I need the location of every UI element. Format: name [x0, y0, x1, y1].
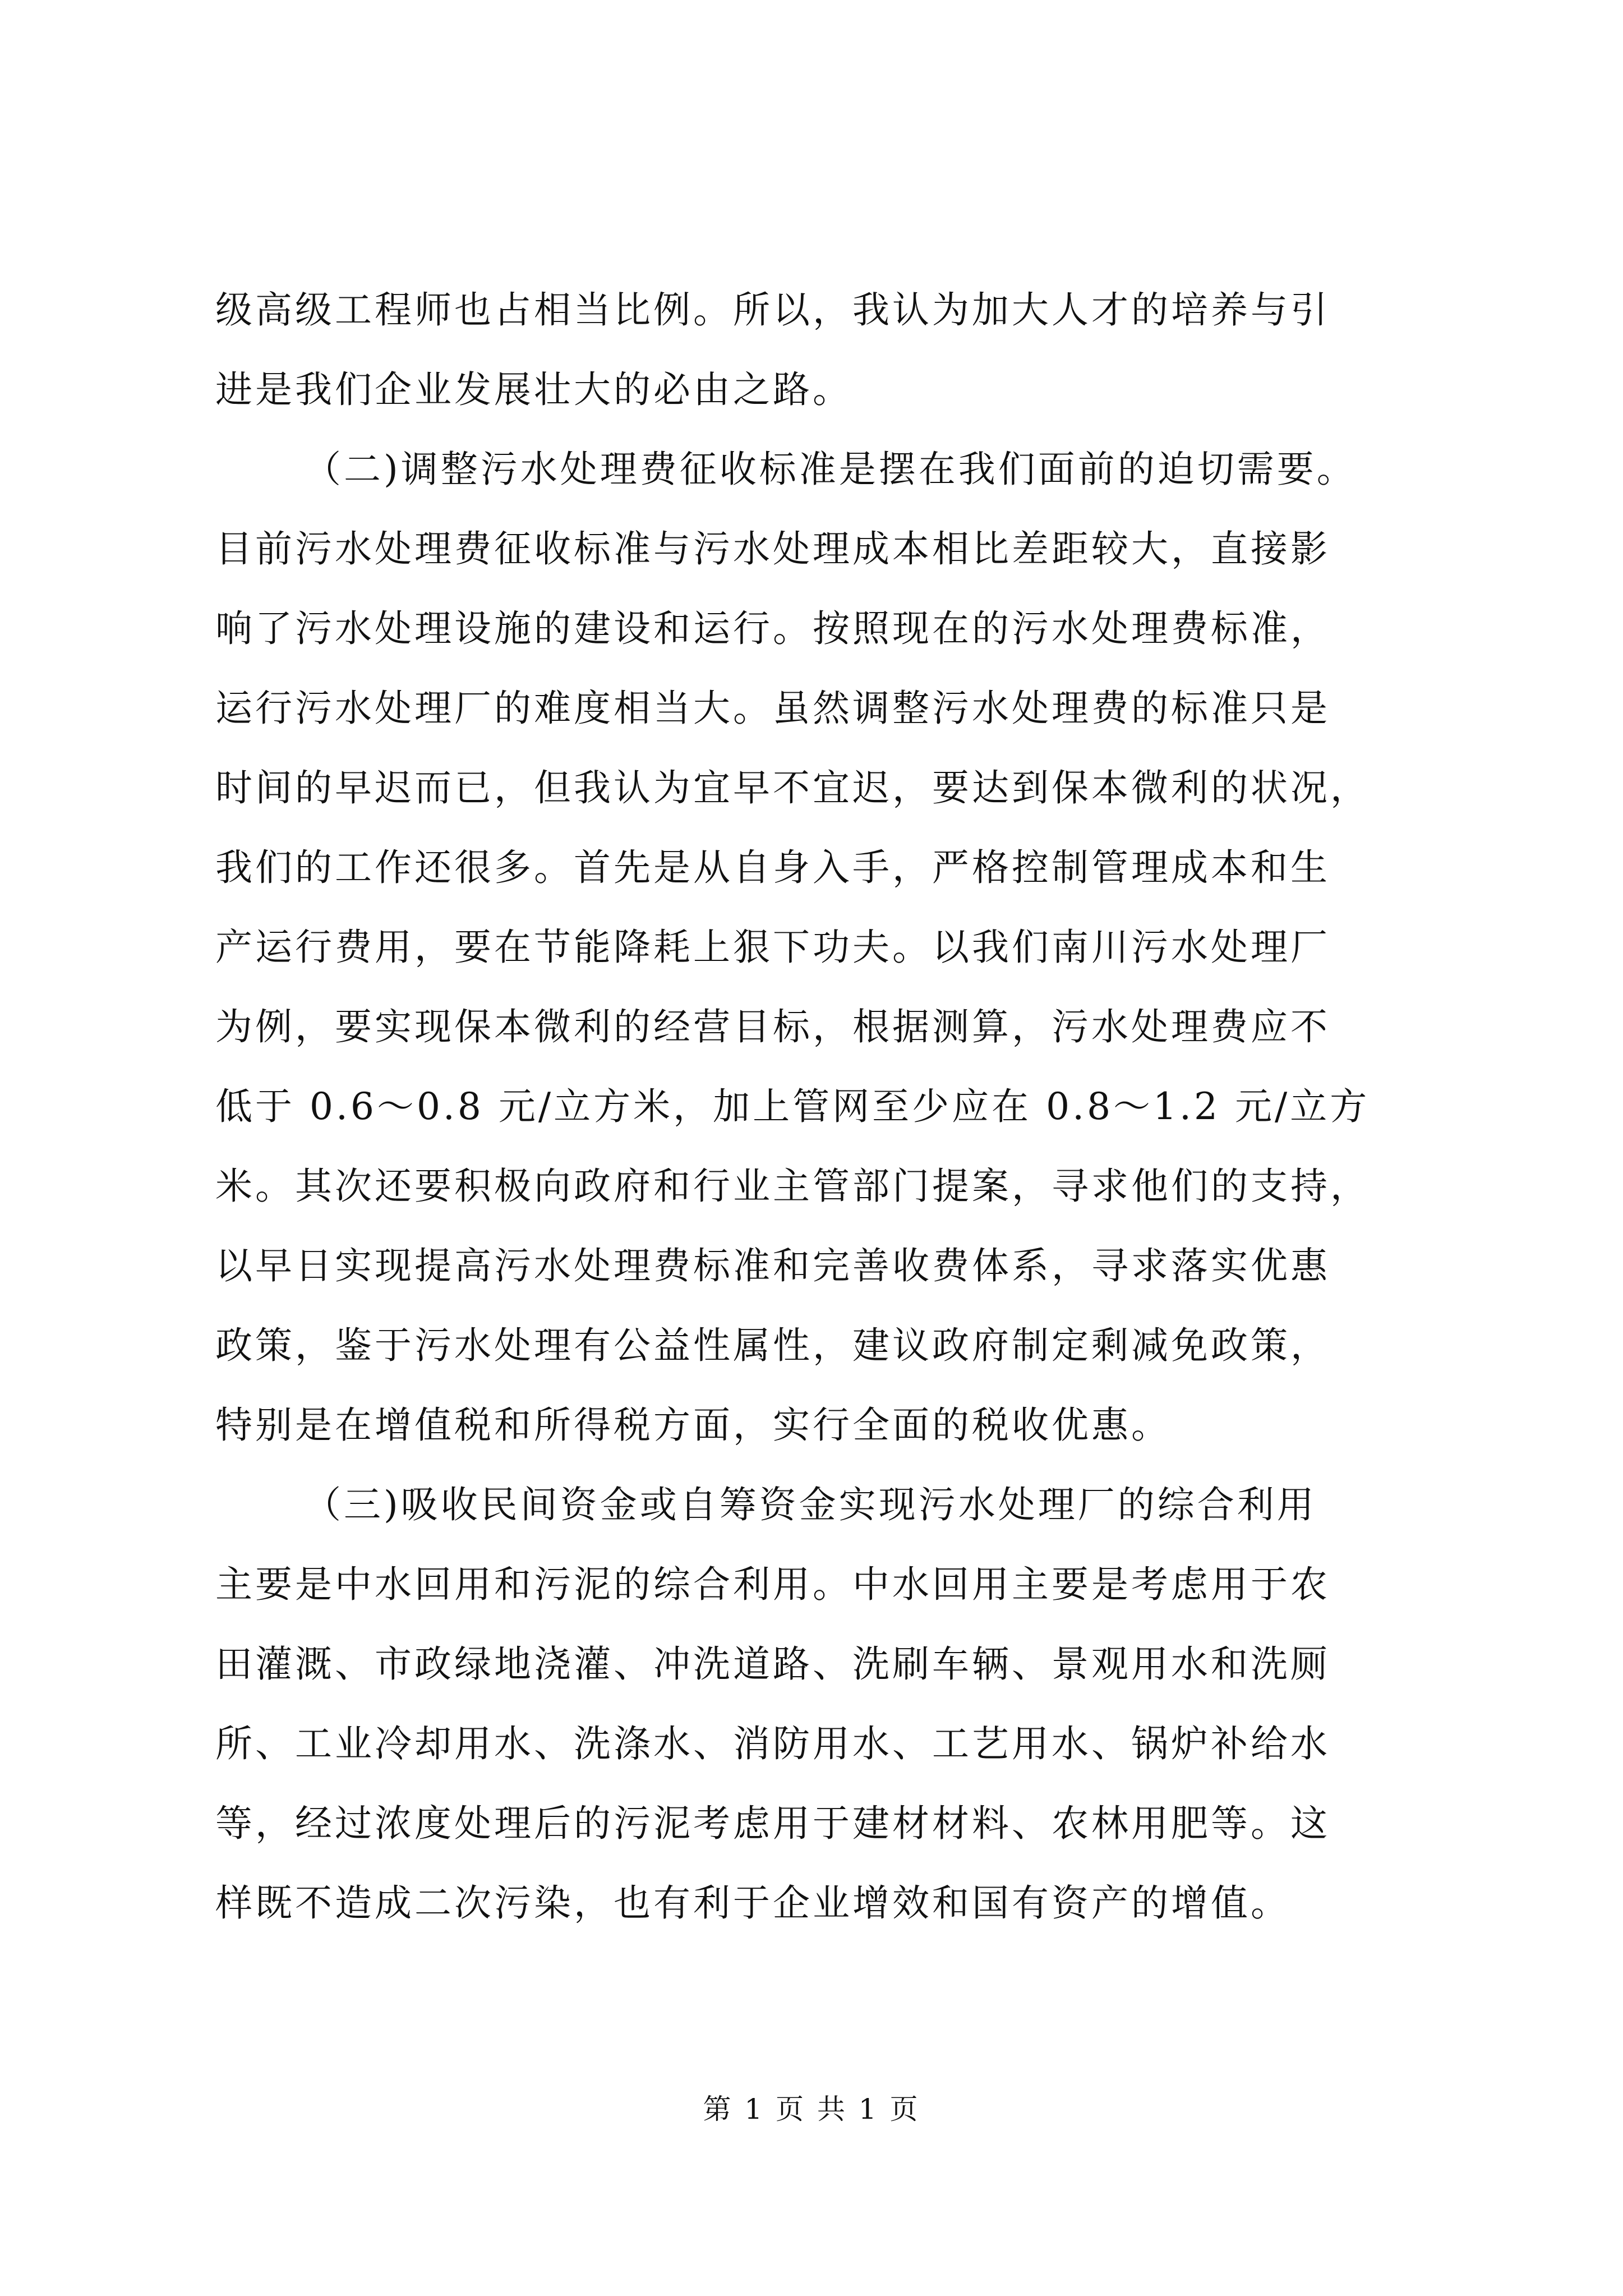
- text-line: 政策，鉴于污水处理有公益性属性，建议政府制定剩减免政策，: [215, 1324, 1330, 1367]
- body-text: [215, 270, 1477, 1943]
- text-line: 所、工业冷却用水、洗涤水、消防用水、工艺用水、锅炉补给水: [215, 1722, 1330, 1765]
- text-line: 时间的早迟而已，但我认为宜早不宜迟，要达到保本微利的状况，: [215, 766, 1370, 809]
- text-line: 特别是在增值税和所得税方面，实行全面的税收优惠。: [215, 1404, 1171, 1447]
- text-line: 级高级工程师也占相当比例。所以，我认为加大人才的培养与引: [215, 288, 1330, 332]
- text-line: 进是我们企业发展壮大的必由之路。: [215, 368, 852, 411]
- section-heading-line: （三)吸收民间资金或自筹资金实现污水处理厂的综合利用: [304, 1483, 1317, 1526]
- text-line: 目前污水处理费征收标准与污水处理成本相比差距较大，直接影: [215, 527, 1330, 570]
- text-line: 我们的工作还很多。首先是从自身入手，严格控制管理成本和生: [215, 846, 1330, 889]
- page-number-footer: 第 1 页 共 1 页: [703, 2093, 920, 2125]
- text-line: 田灌溉、市政绿地浇灌、冲洗道路、洗刷车辆、景观用水和洗厕: [215, 1642, 1330, 1686]
- text-line: 主要是中水回用和污泥的综合利用。中水回用主要是考虑用于农: [215, 1563, 1330, 1606]
- section-heading-line: （二)调整污水处理费征收标准是摆在我们面前的迫切需要。: [304, 448, 1357, 491]
- text-line: 低于 0.6～0.8 元/立方米，加上管网至少应在 0.8～1.2 元/立方: [215, 1085, 1370, 1128]
- text-line: 产运行费用，要在节能降耗上狠下功夫。以我们南川污水处理厂: [215, 926, 1330, 969]
- text-line: 等，经过浓度处理后的污泥考虑用于建材材料、农林用肥等。这: [215, 1802, 1330, 1845]
- text-line: 运行污水处理厂的难度相当大。虽然调整污水处理费的标准只是: [215, 687, 1330, 730]
- text-line: 米。其次还要积极向政府和行业主管部门提案，寻求他们的支持，: [215, 1165, 1370, 1208]
- text-line: 响了污水处理设施的建设和运行。按照现在的污水处理费标准，: [215, 607, 1330, 650]
- text-line: 样既不造成二次污染，也有利于企业增效和国有资产的增值。: [215, 1881, 1290, 1925]
- text-line: 为例，要实现保本微利的经营目标，根据测算，污水处理费应不: [215, 1005, 1330, 1048]
- text-line: 以早日实现提高污水处理费标准和完善收费体系，寻求落实优惠: [215, 1244, 1330, 1287]
